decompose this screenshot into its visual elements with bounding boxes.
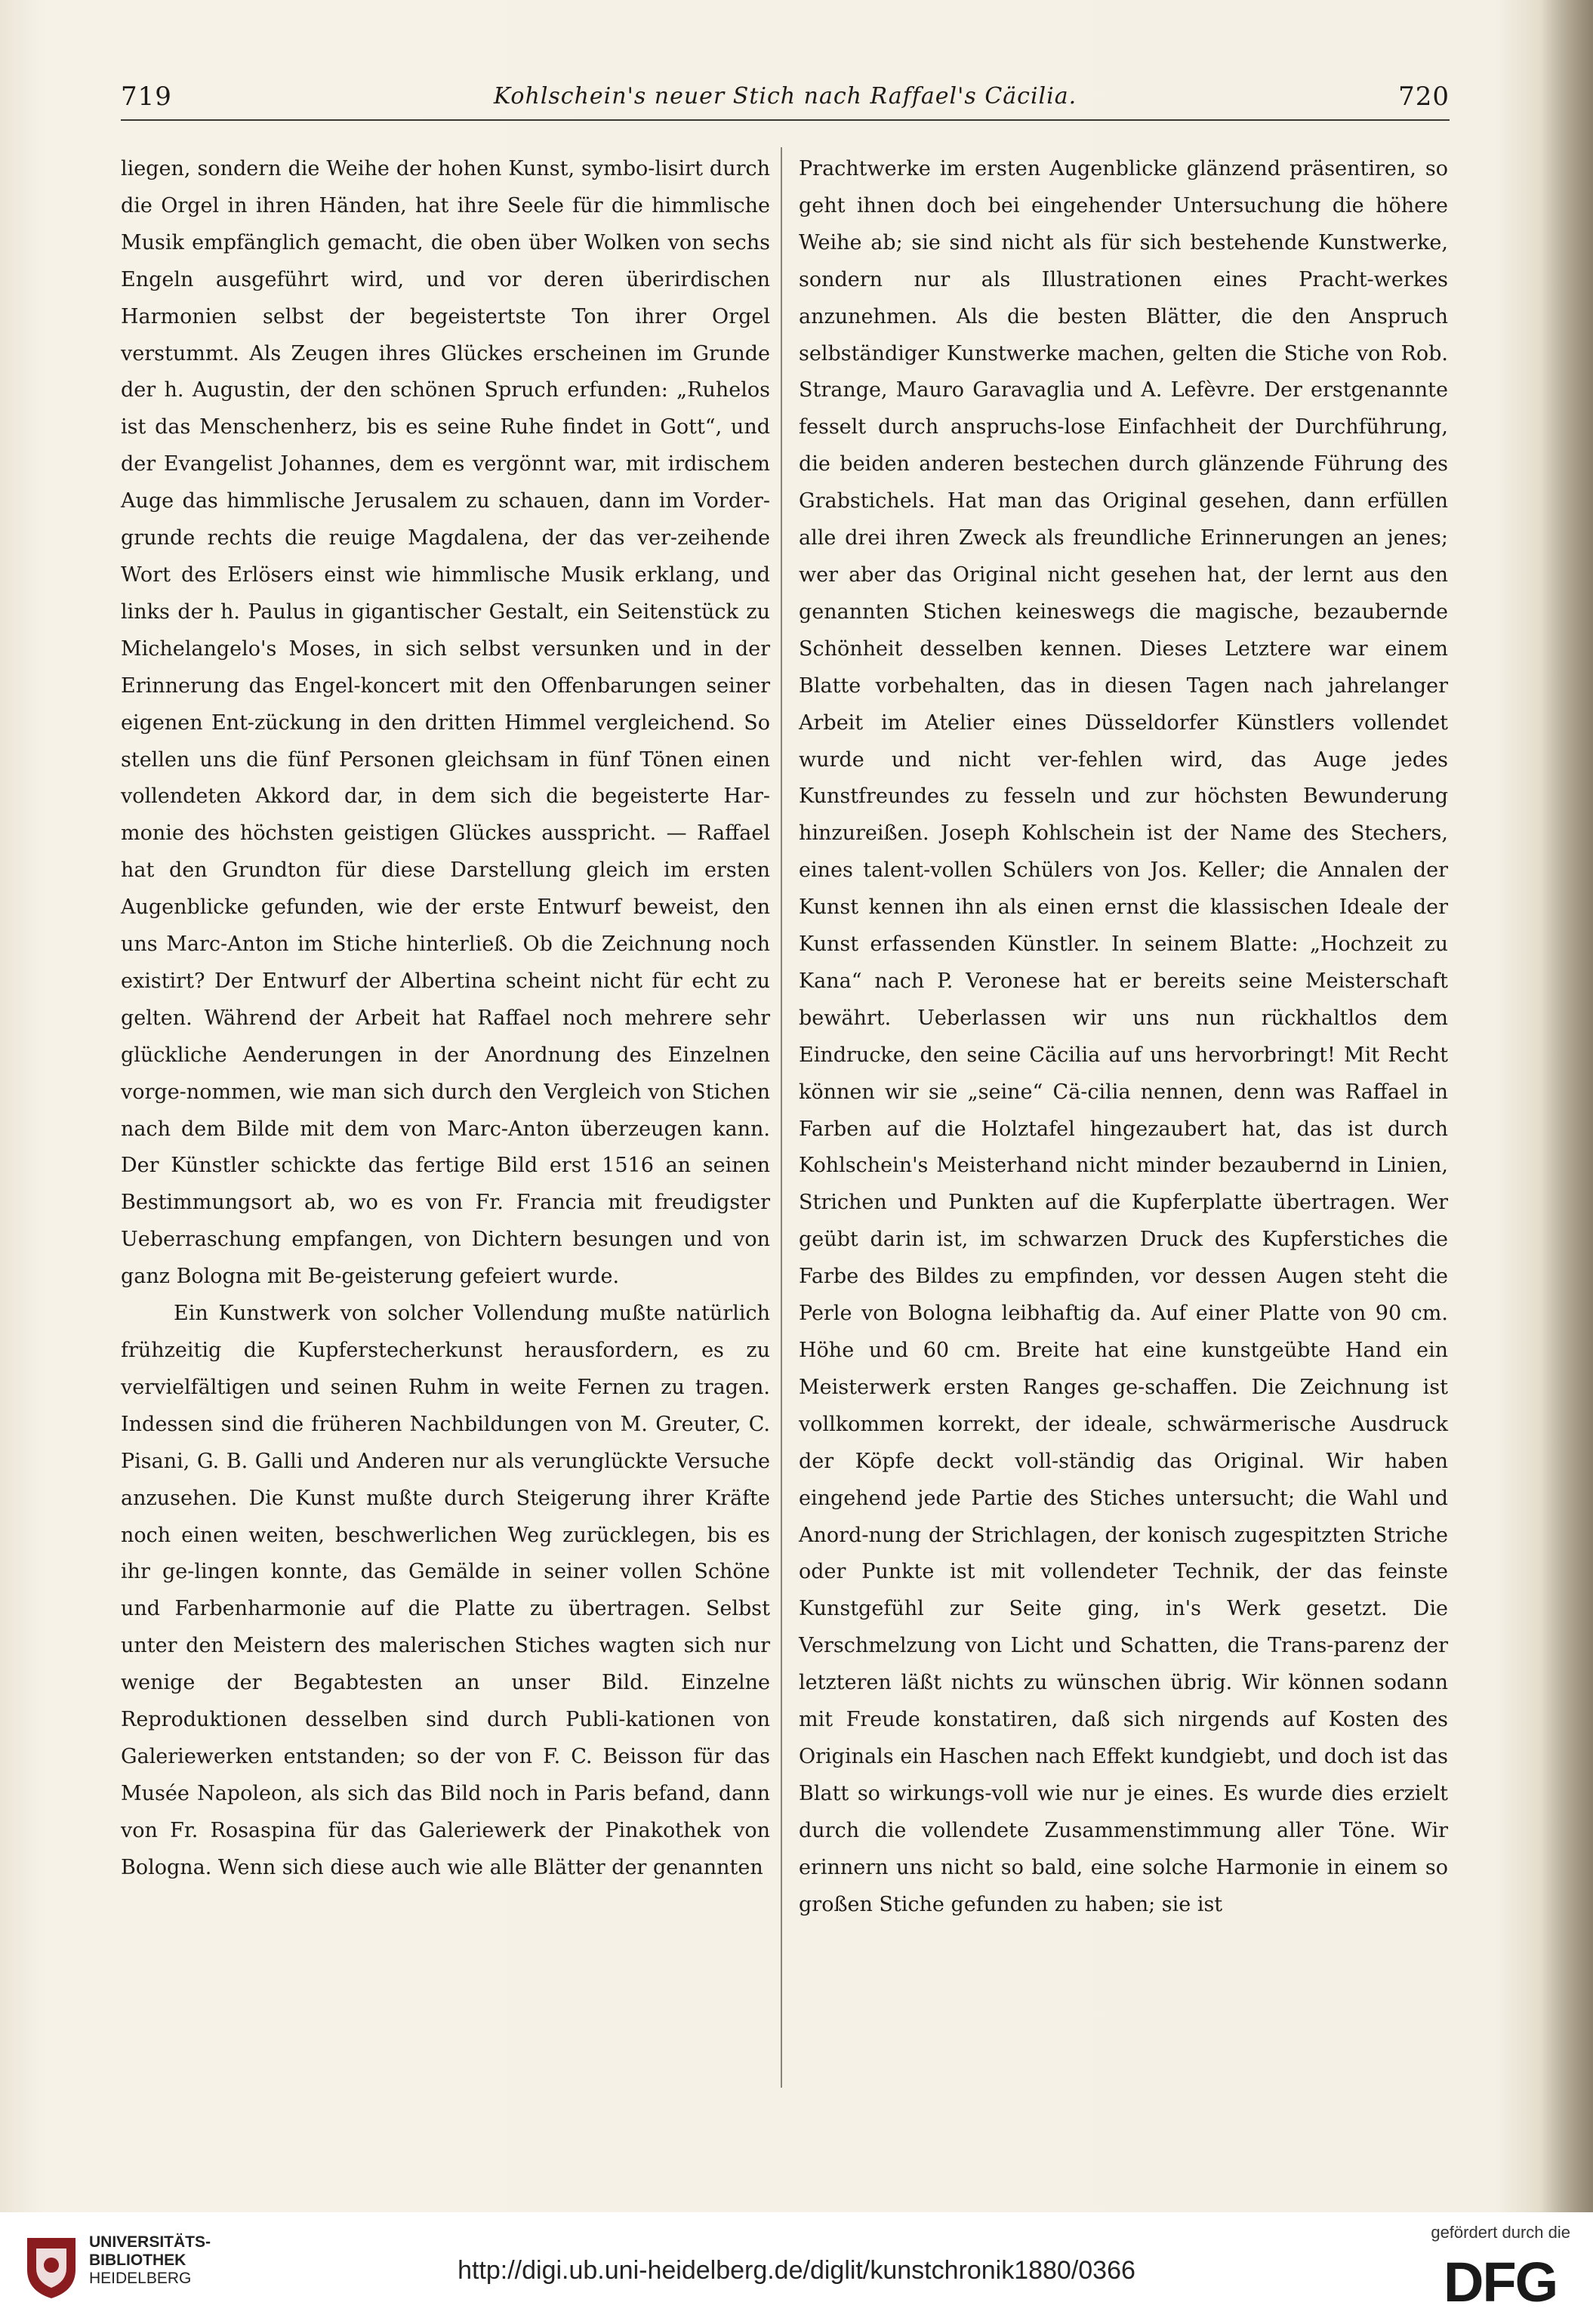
left-column xyxy=(121,151,770,2084)
institution-line-2: BIBLIOTHEK xyxy=(89,2252,186,2269)
page-number-right: 720 xyxy=(1398,82,1450,112)
dfg-logo xyxy=(1442,2253,1570,2307)
right-column xyxy=(799,151,1448,2084)
funded-by-label: gefördert durch die xyxy=(1431,2223,1570,2242)
institution-line-1: UNIVERSITÄTS- xyxy=(89,2233,211,2251)
permalink-url[interactable]: http://digi.ub.uni-heidelberg.de/diglit/kunstchronik1880/0366 xyxy=(458,2256,1135,2285)
left-paragraph-1: liegen, sondern die Weihe der hohen Kunst, symbo-lisirt durch die Orgel in ihren Händen, hat ihre Seele für die himmlische Musik empfänglich gemacht, die oben über Wolken von sechs Engeln ausgeführt wird, und vor deren überirdischen Harmonien selbst der begeistertste Ton ihrer Orgel verstummt. Als Zeugen ihres Glückes erscheinen im Grunde der h. Augustin, der den schönen Spruch erfunden: „Ruhelos ist das Menschenherz, bis es seine Ruhe findet in Gott“, und der Evangelist Johannes, dem es vergönnt war, mit irdischem Auge das himmlische Jerusalem zu schauen, dann im Vorder-grunde rechts die reuige Magdalena, der das ver-zeihende Wort des Erlösers einst wie himmlische Musik erklang, und links der h. Paulus in gigantischer Gestalt, ein Seitenstück zu Michelangelo's Moses, in sich selbst versunken und in der Erinnerung das Engel-koncert mit den Offenbarungen seiner eigenen Ent-zückung in den dritten Himmel vergleichend. So stellen uns die fünf Personen gleichsam in fünf Tönen einen vollendeten Akkord dar, in dem sich die begeisterte Har-monie des höchsten geistigen Glückes ausspricht. — Raffael hat den Grundton für diese Darstellung gleich im ersten Augenblicke gefunden, wie der erste Entwurf beweist, den uns Marc-Anton im Stiche hinterließ. Ob die Zeichnung noch existirt? Der Entwurf der Albertina scheint nicht für echt zu gelten. Während der Arbeit hat Raffael noch mehrere sehr glückliche Aenderungen in der Anordnung des Einzelnen vorge-nommen, wie man sich durch den Vergleich von Stichen nach dem Bilde mit dem von Marc-Anton überzeugen kann. Der Künstler schickte das fertige Bild erst 1516 an seinen Bestimmungsort ab, wo es von Fr. Francia mit freudigster Ueberraschung empfangen, von Dichtern besungen und von ganz Bologna mit Be-geisterung gefeiert wurde. xyxy=(121,157,770,1289)
header-rule xyxy=(121,119,1450,121)
institution-line-3: HEIDELBERG xyxy=(89,2270,192,2287)
left-paragraph-2: Ein Kunstwerk von solcher Vollendung mußte natürlich frühzeitig die Kupferstecherkunst herausfordern, es zu vervielfältigen und seinen Ruhm in weite Fernen zu tragen. Indessen sind die früheren Nachbildungen von M. Greuter, C. Pisani, G. B. Galli und Anderen nur als verunglückte Versuche anzusehen. Die Kunst mußte durch Steigerung ihrer Kräfte noch einen weiten, beschwerlichen Weg zurücklegen, bis es ihr ge-lingen konnte, das Gemälde in seiner vollen Schöne und Farbenharmonie auf die Platte zu übertragen. Selbst unter den Meistern des malerischen Stiches wagten sich nur wenige der Begabtesten an unser Bild. Einzelne Reproduktionen desselben sind durch Publi-kationen von Galeriewerken entstanden; so der von F. C. Beisson für das Musée Napoleon, als sich das Bild noch in Paris befand, dann von Fr. Rosaspina für das Galeriewerk der Pinakothek von Bologna. Wenn sich diese auch wie alle Blätter der genannten xyxy=(121,1302,770,1879)
running-title: Kohlschein's neuer Stich nach Raffael's Cäcilia. xyxy=(493,83,1077,109)
page-number-left: 719 xyxy=(121,82,172,112)
right-paragraph-1: Prachtwerke im ersten Augenblicke glänzend präsentiren, so geht ihnen doch bei eingehender Untersuchung die höhere Weihe ab; sie sind nicht als für sich bestehende Kunstwerke, sondern nur als Illustrationen eines Pracht-werkes anzunehmen. Als die besten Blätter, die den Anspruch selbständiger Kunstwerke machen, gelten die Stiche von Rob. Strange, Mauro Garavaglia und A. Lefèvre. Der erstgenannte fesselt durch anspruchs-lose Einfachheit der Durchführung, die beiden anderen bestechen durch glänzende Führung des Grabstichels. Hat man das Original gesehen, dann erfüllen alle drei ihren Zweck als freundliche Erinnerungen an jenes; wer aber das Original nicht gesehen hat, der lernt aus den genannten Stichen keineswegs die magische, bezaubernde Schönheit desselben kennen. Dieses Letztere war einem Blatte vorbehalten, das in diesen Tagen nach jahrelanger Arbeit im Atelier eines Düsseldorfer Künstlers vollendet wurde und nicht ver-fehlen wird, das Auge jedes Kunstfreundes zu fesseln und zur höchsten Bewunderung hinzureißen. Joseph Kohlschein ist der Name des Stechers, eines talent-vollen Schülers von Jos. Keller; die Annalen der Kunst kennen ihn als einen ernst die klassischen Ideale der Kunst erfassenden Künstler. In seinem Blatte: „Hochzeit zu Kana“ nach P. Veronese hat er bereits seine Meisterschaft bewährt. Ueberlassen wir uns nun rückhaltlos dem Eindrucke, den seine Cäcilia auf uns hervorbringt! Mit Recht können wir sie „seine“ Cä-cilia nennen, denn was Raffael in Farben auf die Holztafel hingezaubert hat, das ist durch Kohlschein's Meisterhand nicht minder bezaubernd in Linien, Strichen und Punkten auf die Kupferplatte übertragen. Wer geübt darin ist, im schwarzen Druck des Kupferstiches die Farbe des Bildes zu empfinden, vor dessen Augen steht die Perle von Bologna leibhaftig da. Auf einer Platte von 90 cm. Höhe und 60 cm. Breite hat eine kunstgeübte Hand ein Meisterwerk ersten Ranges ge-schaffen. Die Zeichnung ist vollkommen korrekt, der ideale, schwärmerische Ausdruck der Köpfe deckt voll-ständig das Original. Wir haben eingehend jede Partie des Stiches untersucht; die Wahl und Anord-nung der Strichlagen, der konisch zugespitzten Striche oder Punkte ist mit vollendeter Technik, der das feinste Kunstgefühl zur Seite ging, in's Werk gesetzt. Die Verschmelzung von Licht und Schatten, die Trans-parenz der letzteren läßt nichts zu wünschen übrig. Wir können sodann mit Freude konstatiren, daß sich nirgends auf Kosten des Originals ein Haschen nach Effekt kundgiebt, und doch ist das Blatt so wirkungs-voll wie nur je eines. Es wurde dies erzielt durch die vollendete Zusammenstimmung aller Töne. Wir erinnern uns nicht so bald, eine solche Harmonie in einem so großen Stiche gefunden zu haben; sie ist xyxy=(799,157,1448,1916)
dfg-logo-text: DFG xyxy=(1444,2253,1558,2307)
footer-bar xyxy=(0,2212,1593,2324)
column-divider xyxy=(781,147,782,2088)
book-spine-shadow xyxy=(1540,0,1593,2212)
